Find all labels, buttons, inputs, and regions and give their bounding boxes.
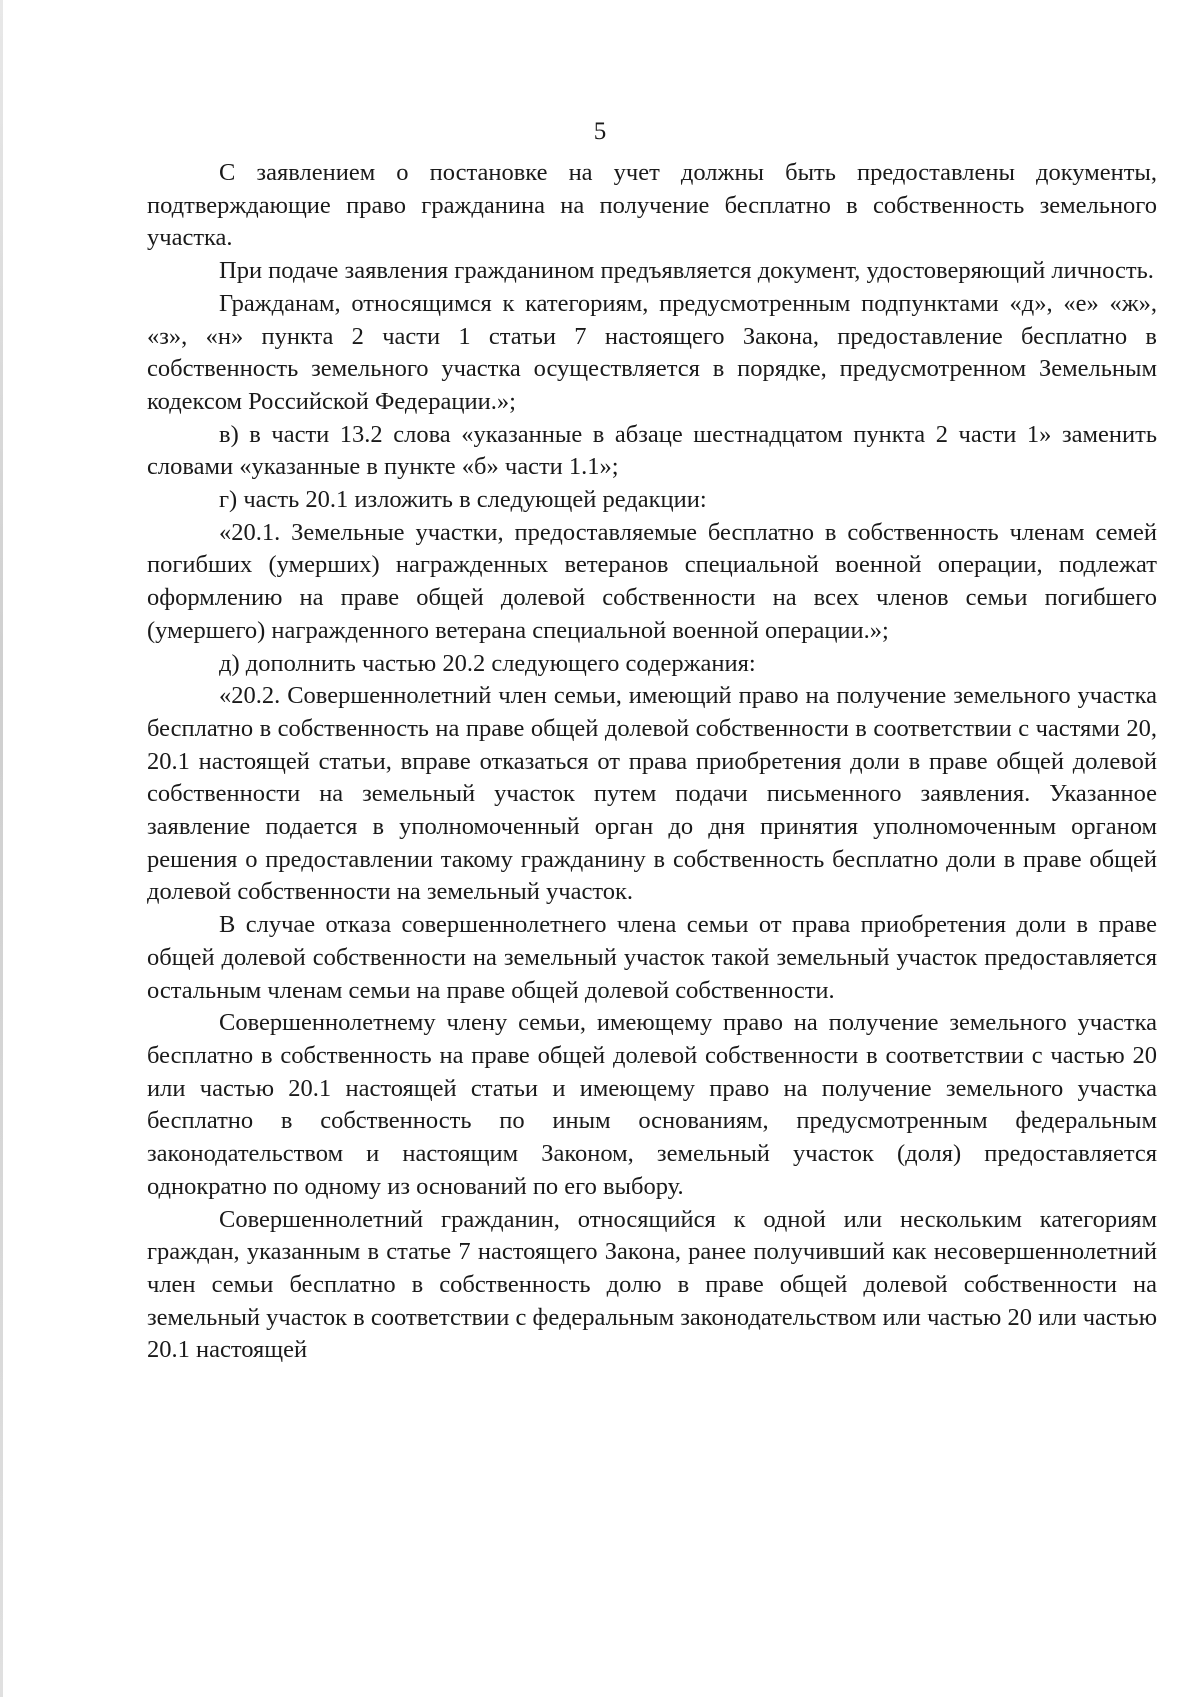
- paragraph-identity: При подаче заявления гражданином предъявляется документ, удостоверяющий личность.: [219, 257, 1154, 285]
- paragraph-part-20-1: «20.1. Земельные участки, предоставляемые бесплатно в собственность членам семей погибших (умерших) награжденных ветеранов специальной военной операции, подлежат оформлению на праве общей долевой собственности на всех членов семьи погибшего (умершего) награжденного ветерана специальной военной операции.»;: [147, 518, 1157, 644]
- paragraph-amendment-d: д) дополнить частью 20.2 следующего содержания:: [219, 649, 756, 677]
- paragraph-adult-member: Совершеннолетнему члену семьи, имеющему право на получение земельного участка бесплатно в собственность на праве общей долевой собственности в соответствии с частью 20 или частью 20.1 настоящей статьи и имеющему право на получение земельного участка бесплатно в собственность по иным основаниям, предусмотренным федеральным законодательством и настоящим Законом, земельный участок (доля) предоставляется однократно по одному из оснований по его выбору.: [147, 1009, 1157, 1200]
- paragraph-categories: Гражданам, относящимся к категориям, предусмотренным подпунктами «д», «е» «ж», «з», «н» пункта 2 части 1 статьи 7 настоящего Закона, предоставление бесплатно в собственность земельного участка осуществляется в порядке, предусмотренном Земельным кодексом Российской Федерации.»;: [147, 289, 1157, 415]
- paragraph-adult-citizen: Совершеннолетний гражданин, относящийся к одной или нескольким категориям граждан, указанным в статье 7 настоящего Закона, ранее получивший как несовершеннолетний член семьи бесплатно в собственность долю в праве общей долевой собственности на земельный участок в соответствии с федеральным законодательством или частью 20 или частью 20.1 настоящей: [147, 1205, 1157, 1364]
- paragraph-part-20-2: «20.2. Совершеннолетний член семьи, имеющий право на получение земельного участка бесплатно в собственность на праве общей долевой собственности в соответствии с частями 20, 20.1 настоящей статьи, вправе отказаться от права приобретения доли в праве общей долевой собственности на земельный участок путем подачи письменного заявления. Указанное заявление подается в уполномоченный орган до дня принятия уполномоченным органом решения о предоставлении такому гражданину в собственность бесплатно доли в праве общей долевой собственности на земельный участок.: [147, 682, 1157, 906]
- paragraph-amendment-g: г) часть 20.1 изложить в следующей редакции:: [219, 486, 707, 514]
- paragraph-documents: С заявлением о постановке на учет должны быть предоставлены документы, подтверждающие право гражданина на получение бесплатно в собственность земельного участка.: [147, 159, 1157, 252]
- document-body: [147, 157, 1157, 1367]
- scan-edge: [0, 0, 3, 1697]
- paragraph-refusal: В случае отказа совершеннолетнего члена семьи от права приобретения доли в праве общей долевой собственности на земельный участок такой земельный участок предоставляется остальным членам семьи на праве общей долевой собственности.: [147, 911, 1157, 1004]
- page-number: 5: [593, 118, 607, 145]
- paragraph-amendment-v: в) в части 13.2 слова «указанные в абзаце шестнадцатом пункта 2 части 1» заменить словами «указанные в пункте «б» части 1.1»;: [147, 420, 1157, 481]
